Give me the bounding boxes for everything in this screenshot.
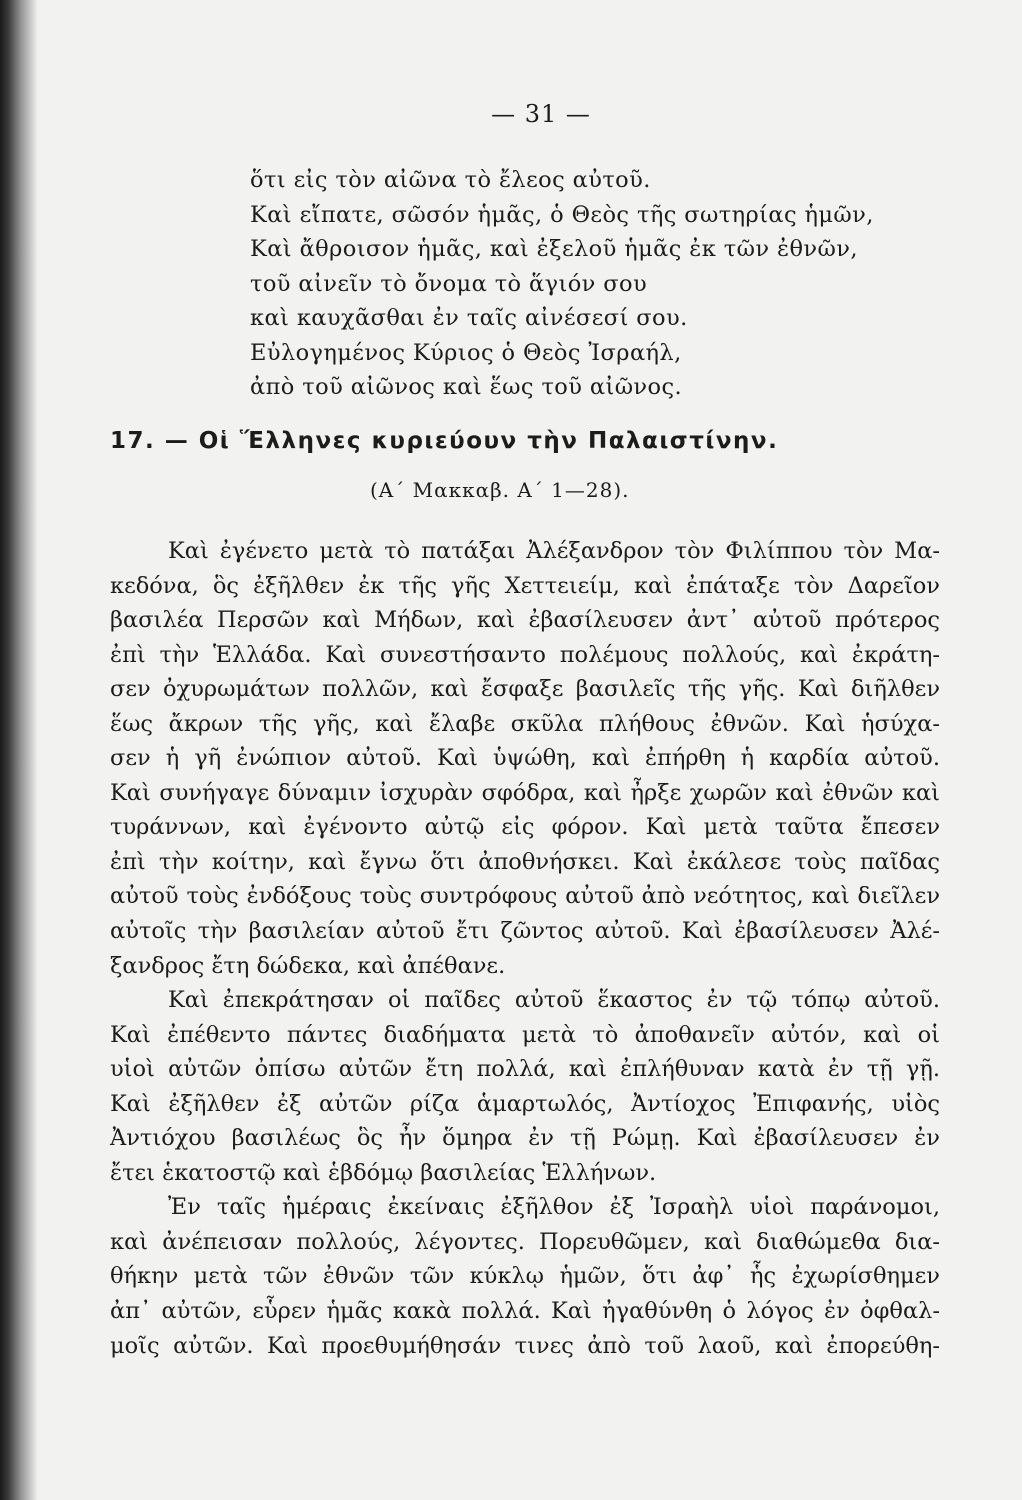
text-line: αὐτοῦ τοὺς ἐνδόξους τοὺς συντρόφους αὐτοῦ ἀπὸ νεότητος, καὶ διεῖλεν	[110, 883, 940, 910]
text-line: Καὶ ἐξῆλθεν ἐξ αὐτῶν ρίζα ἁμαρτωλός, Ἀντίοχος Ἐπιφανής, υἱὸς	[110, 1090, 940, 1117]
text-line: Καὶ συνήγαγε δύναμιν ἰσχυρὰν σφόδρα, καὶ ἦρξε χωρῶν καὶ ἐθνῶν καὶ	[110, 779, 940, 806]
poem-line: τοῦ αἰνεῖν τὸ ὄνομα τὸ ἅγιόν σου	[250, 270, 648, 297]
section-heading: 17. — Οἱ Ἕλληνες κυριεύουν τὴν Παλαιστίνην.	[110, 428, 779, 454]
text-line: υἱοὶ αὐτῶν ὀπίσω αὐτῶν ἔτη πολλά, καὶ ἐπλήθυναν κατὰ ἐν τῇ γῇ.	[110, 1056, 940, 1083]
book-page	[110, 0, 940, 1500]
poem-line: Καὶ ἄθροισον ἡμᾶς, καὶ ἐξελοῦ ἡμᾶς ἐκ τῶν ἐθνῶν,	[250, 236, 858, 262]
text-line: Ἀντιόχου βασιλέως ὃς ἦν ὅμηρα ἐν τῇ Ρώμῃ. Καὶ ἐβασίλευσεν ἐν	[110, 1125, 940, 1152]
text-line: ἕως ἄκρων τῆς γῆς, καὶ ἔλαβε σκῦλα πλήθους ἐθνῶν. Καὶ ἡσύχα-	[110, 710, 940, 737]
text-line: σεν ὀχυρωμάτων πολλῶν, καὶ ἔσφαξε βασιλεῖς τῆς γῆς. Καὶ διῆλθεν	[110, 676, 940, 703]
poem-block	[250, 163, 930, 405]
text-line: μοῖς αὐτῶν. Καὶ προεθυμήθησάν τινες ἀπὸ τοῦ λαοῦ, καὶ ἐπορεύθη-	[110, 1332, 940, 1359]
paragraph-3	[110, 1190, 940, 1363]
paragraph-2	[110, 983, 940, 1190]
text-line: καὶ ἀνέπεισαν πολλούς, λέγοντες. Πορευθῶμεν, καὶ διαθώμεθα δια-	[110, 1228, 940, 1255]
poem-line: ὅτι εἰς τὸν αἰῶνα τὸ ἔλεος αὐτοῦ.	[250, 167, 651, 193]
text-line: αὐτοῖς τὴν βασιλείαν αὐτοῦ ἔτι ζῶντος αὐτοῦ. Καὶ ἐβασίλευσεν Ἀλέ-	[110, 918, 940, 945]
text-line: Καὶ ἐπέθεντο πάντες διαδήματα μετὰ τὸ ἀποθανεῖν αὐτόν, καὶ οἱ	[110, 1021, 940, 1048]
body-text	[110, 534, 940, 1363]
poem-line: καὶ καυχᾶσθαι ἐν ταῖς αἰνέσεσί σου.	[250, 305, 688, 331]
section-reference: (Α΄ Μακκαβ. Α΄ 1—28).	[370, 478, 630, 502]
text-line: Ἐν ταῖς ἡμέραις ἐκείναις ἐξῆλθον ἐξ Ἰσραὴλ υἱοὶ παράνομοι,	[168, 1194, 940, 1221]
text-line: ξανδρος ἔτη δώδεκα, καὶ ἀπέθανε.	[110, 952, 506, 979]
text-line: Καὶ ἐγένετο μετὰ τὸ πατάξαι Ἀλέξανδρον τὸν Φιλίππου τὸν Μα-	[168, 538, 940, 564]
text-line: τυράννων, καὶ ἐγένοντο αὐτῷ εἰς φόρον. Καὶ μετὰ ταῦτα ἔπεσεν	[110, 814, 940, 841]
text-line: ἀπ᾽ αὐτῶν, εὗρεν ἡμᾶς κακὰ πολλά. Καὶ ἠγαθύνθη ὁ λόγος ἐν ὀφθαλ-	[110, 1298, 940, 1325]
text-line: ἐπὶ τὴν κοίτην, καὶ ἔγνω ὅτι ἀποθνήσκει. Καὶ ἐκάλεσε τοὺς παῖδας	[110, 848, 940, 875]
text-line: σεν ἡ γῆ ἐνώπιον αὐτοῦ. Καὶ ὑψώθη, καὶ ἐπήρθη ἡ καρδία αὐτοῦ.	[110, 745, 940, 772]
paragraph-1	[110, 534, 940, 983]
text-line: κεδόνα, ὃς ἐξῆλθεν ἐκ τῆς γῆς Χεττειείμ, καὶ ἐπάταξε τὸν Δαρεῖον	[110, 572, 940, 599]
text-line: ἔτει ἑκατοστῷ καὶ ἑβδόμῳ βασιλείας Ἑλλήνων.	[110, 1159, 657, 1186]
page-number: — 31 —	[491, 100, 591, 128]
poem-line: Εὐλογημένος Κύριος ὁ Θεὸς Ἰσραήλ,	[250, 339, 682, 366]
book-spine-shadow	[0, 0, 38, 1500]
text-line: Καὶ ἐπεκράτησαν οἱ παῖδες αὐτοῦ ἕκαστος ἐν τῷ τόπῳ αὐτοῦ.	[168, 987, 940, 1014]
text-line: θήκην μετὰ τῶν ἐθνῶν τῶν κύκλῳ ἡμῶν, ὅτι ἀφ᾽ ἧς ἐχωρίσθημεν	[110, 1263, 940, 1290]
poem-line: Καὶ εἴπατε, σῶσόν ἡμᾶς, ὁ Θεὸς τῆς σωτηρίας ἡμῶν,	[250, 201, 874, 228]
text-line: ἐπὶ τὴν Ἑλλάδα. Καὶ συνεστήσαντο πολέμους πολλούς, καὶ ἐκράτη-	[110, 641, 940, 668]
text-line: βασιλέα Περσῶν καὶ Μήδων, καὶ ἐβασίλευσεν ἀντ᾽ αὐτοῦ πρότερος	[110, 607, 940, 634]
poem-line: ἀπὸ τοῦ αἰῶνος καὶ ἕως τοῦ αἰῶνος.	[250, 374, 683, 400]
